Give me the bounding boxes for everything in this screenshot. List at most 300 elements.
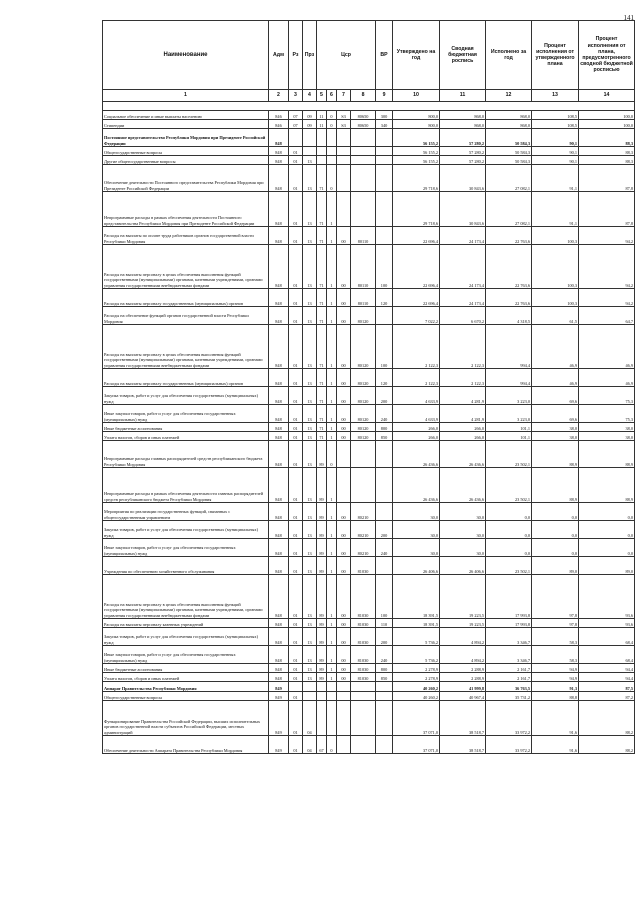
table-row <box>103 628 635 646</box>
cell-c4 <box>351 156 376 165</box>
table-row <box>103 245 635 289</box>
cell-svod: 868,0 <box>440 111 486 120</box>
cell-vr: 240 <box>376 405 393 423</box>
cell-p2: 100,0 <box>579 111 635 120</box>
table-row <box>103 736 635 754</box>
header-svod: Сводная бюджетная роспись <box>440 21 486 90</box>
cell-p2: 93,6 <box>579 575 635 619</box>
cell-c3 <box>337 192 351 227</box>
cell-isp: 868,0 <box>486 120 532 129</box>
cell-c3: S3 <box>337 120 351 129</box>
spacer-cell <box>103 102 635 111</box>
cell-c2: 1 <box>327 619 337 628</box>
table-row <box>103 289 635 307</box>
table-row <box>103 192 635 227</box>
cell-c4: 80650 <box>351 120 376 129</box>
cell-adm: 848 <box>269 245 289 289</box>
cell-plan: 40 260,2 <box>393 682 440 692</box>
spacer-row <box>103 102 635 111</box>
cell-prz: 13 <box>303 468 317 503</box>
cell-name: Социальное обеспечение и иные выплаты населению <box>103 111 269 120</box>
table-row <box>103 539 635 557</box>
cell-plan: 18 391,5 <box>393 575 440 619</box>
cell-c4: 80120 <box>351 423 376 432</box>
header-csr: Цср <box>317 21 376 90</box>
cell-c2 <box>327 692 337 701</box>
cell-c2: 1 <box>327 628 337 646</box>
cell-p2: 46,9 <box>579 369 635 387</box>
cell-p1: 0,0 <box>532 521 579 539</box>
cell-plan: 2 278,9 <box>393 664 440 673</box>
table-row <box>103 575 635 619</box>
table-row <box>103 682 635 692</box>
header-pct-plan: Процент исполнения от утвержденного плана <box>532 21 579 90</box>
table-row <box>103 692 635 701</box>
cell-p2: 94,4 <box>579 673 635 682</box>
cell-c1: 89 <box>317 673 327 682</box>
cell-c1 <box>317 692 327 701</box>
cell-c3 <box>337 701 351 736</box>
table-row <box>103 646 635 664</box>
cell-c3: 00 <box>337 245 351 289</box>
cell-c2: 0 <box>327 165 337 192</box>
cell-c4 <box>351 147 376 156</box>
cell-plan: 266,0 <box>393 423 440 432</box>
cell-rz: 01 <box>289 369 303 387</box>
cell-vr <box>376 227 393 245</box>
cell-c1: 11 <box>317 120 327 129</box>
cell-p2: 88,3 <box>579 147 635 156</box>
cell-c3: 00 <box>337 369 351 387</box>
cell-p1: 69,6 <box>532 405 579 423</box>
cell-adm: 848 <box>269 307 289 325</box>
col-num: 9 <box>376 90 393 102</box>
cell-plan: 29 718,6 <box>393 192 440 227</box>
cell-c2 <box>327 129 337 147</box>
cell-p1: 90,1 <box>532 156 579 165</box>
cell-adm: 848 <box>269 619 289 628</box>
cell-rz: 01 <box>289 646 303 664</box>
cell-plan: 37 071,0 <box>393 736 440 754</box>
col-num: 2 <box>269 90 289 102</box>
cell-isp: 33 972,2 <box>486 736 532 754</box>
table-row <box>103 111 635 120</box>
cell-p2: 87,5 <box>579 682 635 692</box>
col-num: 3 <box>289 90 303 102</box>
cell-c2: 1 <box>327 575 337 619</box>
cell-isp: 17 993,8 <box>486 575 532 619</box>
cell-vr: 100 <box>376 325 393 369</box>
cell-c3: 00 <box>337 325 351 369</box>
cell-name: Иные закупки товаров, работ и услуг для обеспечения государственных (муниципальных) нужд <box>103 405 269 423</box>
cell-prz: 13 <box>303 192 317 227</box>
col-num: 13 <box>532 90 579 102</box>
cell-adm: 848 <box>269 165 289 192</box>
cell-p2: 46,9 <box>579 325 635 369</box>
cell-c2: 1 <box>327 664 337 673</box>
cell-adm: 848 <box>269 557 289 575</box>
cell-p1: 97,8 <box>532 575 579 619</box>
cell-vr: 200 <box>376 521 393 539</box>
cell-isp: 22 763,6 <box>486 227 532 245</box>
cell-name: Непрограммные расходы в рамках обеспечения деятельности Постоянного представительства Республики Мордовия при Президенте Российской Федерации <box>103 192 269 227</box>
cell-isp: 0,0 <box>486 503 532 521</box>
cell-isp: 50 584,3 <box>486 147 532 156</box>
cell-name: Иные бюджетные ассигнования <box>103 423 269 432</box>
cell-c4: 81030 <box>351 619 376 628</box>
cell-p1: 91,6 <box>532 701 579 736</box>
cell-c2: 1 <box>327 432 337 441</box>
cell-isp: 868,0 <box>486 111 532 120</box>
cell-svod: 40 967,4 <box>440 692 486 701</box>
cell-rz <box>289 682 303 692</box>
cell-prz: 13 <box>303 441 317 468</box>
cell-rz: 01 <box>289 503 303 521</box>
cell-svod: 57 280,2 <box>440 147 486 156</box>
cell-name: Иные закупки товаров, работ и услуг для обеспечения государственных (муниципальных) нужд <box>103 646 269 664</box>
cell-adm: 848 <box>269 289 289 307</box>
cell-c2: 1 <box>327 307 337 325</box>
cell-svod: 19 223,5 <box>440 575 486 619</box>
cell-plan: 22 696,4 <box>393 245 440 289</box>
cell-c2: 0 <box>327 120 337 129</box>
table-row <box>103 325 635 369</box>
cell-c3: 00 <box>337 307 351 325</box>
cell-adm: 849 <box>269 736 289 754</box>
cell-name: Иные закупки товаров, работ и услуг для обеспечения государственных (муниципальных) нужд <box>103 539 269 557</box>
cell-rz: 01 <box>289 441 303 468</box>
cell-p2: 94,2 <box>579 227 635 245</box>
cell-isp: 36 763,5 <box>486 682 532 692</box>
cell-prz <box>303 682 317 692</box>
cell-c4 <box>351 701 376 736</box>
cell-c4: 80110 <box>351 289 376 307</box>
cell-c2: 1 <box>327 539 337 557</box>
cell-c1: 89 <box>317 503 327 521</box>
cell-name: Непрограммные расходы в рамках обеспечения деятельности главных распорядителей средств республиканского бюджета Республики Мордовия <box>103 468 269 503</box>
cell-name: Непрограммные расходы главных распорядителей средств республиканского бюджета Республики Мордовия <box>103 441 269 468</box>
cell-prz: 13 <box>303 673 317 682</box>
cell-c3: 00 <box>337 521 351 539</box>
cell-name: Расходы на обеспечение функций органов государственной власти Республики Мордовия <box>103 307 269 325</box>
cell-prz: 13 <box>303 156 317 165</box>
cell-c1: 89 <box>317 468 327 503</box>
cell-plan: 2 122,3 <box>393 369 440 387</box>
cell-plan: 56 155,2 <box>393 129 440 147</box>
cell-svod: 57 280,2 <box>440 156 486 165</box>
cell-c3: 00 <box>337 557 351 575</box>
cell-plan: 22 696,4 <box>393 289 440 307</box>
cell-name: Стипендии <box>103 120 269 129</box>
header-plan: Утверждено на год <box>393 21 440 90</box>
cell-name: Расходы на выплаты персоналу казенных учреждений <box>103 619 269 628</box>
cell-c4: 80650 <box>351 111 376 120</box>
cell-c4: 80120 <box>351 405 376 423</box>
cell-rz: 01 <box>289 575 303 619</box>
table-row <box>103 307 635 325</box>
cell-rz: 01 <box>289 227 303 245</box>
cell-p2: 87,8 <box>579 165 635 192</box>
cell-svod: 24 173,4 <box>440 227 486 245</box>
cell-isp: 33 972,2 <box>486 701 532 736</box>
table-row <box>103 673 635 682</box>
col-num: 8 <box>351 90 376 102</box>
cell-name: Другие общегосударственные вопросы <box>103 156 269 165</box>
cell-vr <box>376 468 393 503</box>
cell-plan: 7 022,2 <box>393 307 440 325</box>
column-number-row <box>103 90 635 102</box>
cell-p1: 0,0 <box>532 503 579 521</box>
cell-p1: 46,9 <box>532 369 579 387</box>
cell-c4: 80120 <box>351 387 376 405</box>
cell-vr: 240 <box>376 646 393 664</box>
cell-adm: 849 <box>269 682 289 692</box>
cell-p2: 88,3 <box>579 156 635 165</box>
cell-svod: 868,0 <box>440 120 486 129</box>
cell-c3: 00 <box>337 664 351 673</box>
cell-p2: 100,0 <box>579 120 635 129</box>
cell-name: Постоянное представительство Республики Мордовия при Президенте Российской Федерации <box>103 129 269 147</box>
cell-p2: 75,3 <box>579 387 635 405</box>
header-pct-svod: Процент исполнения от плана, предусмотренного сводной бюджетной росписью <box>579 21 635 90</box>
cell-p1: 58,3 <box>532 628 579 646</box>
cell-svod: 4 894,2 <box>440 628 486 646</box>
cell-isp: 101,1 <box>486 432 532 441</box>
col-num: 6 <box>327 90 337 102</box>
cell-c1: 67 <box>317 736 327 754</box>
cell-c3: 00 <box>337 628 351 646</box>
cell-c3: 00 <box>337 575 351 619</box>
cell-c2: 1 <box>327 227 337 245</box>
cell-rz: 01 <box>289 192 303 227</box>
cell-vr: 300 <box>376 111 393 120</box>
table-row <box>103 619 635 628</box>
cell-p1: 91,6 <box>532 736 579 754</box>
cell-isp: 0,0 <box>486 539 532 557</box>
cell-c1: 89 <box>317 664 327 673</box>
cell-plan: 30,0 <box>393 503 440 521</box>
cell-plan: 56 155,2 <box>393 147 440 156</box>
cell-prz: 13 <box>303 664 317 673</box>
cell-c4: 80120 <box>351 325 376 369</box>
cell-c3: 00 <box>337 423 351 432</box>
table-row <box>103 432 635 441</box>
cell-svod: 30,0 <box>440 539 486 557</box>
cell-prz: 13 <box>303 165 317 192</box>
cell-prz: 13 <box>303 227 317 245</box>
cell-rz: 01 <box>289 147 303 156</box>
cell-p2: 94,2 <box>579 289 635 307</box>
cell-prz: 13 <box>303 289 317 307</box>
cell-c1: 71 <box>317 369 327 387</box>
col-num: 14 <box>579 90 635 102</box>
cell-rz: 01 <box>289 432 303 441</box>
cell-vr <box>376 307 393 325</box>
table-body <box>103 111 635 754</box>
cell-c2: 1 <box>327 369 337 387</box>
cell-name: Обеспечение деятельности Постоянного представительства Республики Мордовия при Президенте Российской Федерации <box>103 165 269 192</box>
cell-adm: 848 <box>269 432 289 441</box>
cell-isp: 50 584,3 <box>486 156 532 165</box>
cell-c4 <box>351 129 376 147</box>
cell-vr <box>376 192 393 227</box>
cell-c3 <box>337 441 351 468</box>
cell-c3: 00 <box>337 387 351 405</box>
cell-prz: 13 <box>303 503 317 521</box>
cell-p1: 97,8 <box>532 619 579 628</box>
cell-c3: 00 <box>337 539 351 557</box>
header-vr: ВР <box>376 21 393 90</box>
cell-c4: 81030 <box>351 575 376 619</box>
header-row <box>103 21 635 90</box>
cell-rz: 07 <box>289 111 303 120</box>
cell-rz: 01 <box>289 387 303 405</box>
cell-plan: 266,0 <box>393 432 440 441</box>
cell-c3: 00 <box>337 227 351 245</box>
table-row <box>103 147 635 156</box>
cell-p2: 89,0 <box>579 557 635 575</box>
cell-c4: 80210 <box>351 503 376 521</box>
cell-prz: 13 <box>303 307 317 325</box>
cell-c2 <box>327 147 337 156</box>
cell-prz: 04 <box>303 736 317 754</box>
cell-c3: 00 <box>337 673 351 682</box>
cell-c1: 89 <box>317 628 327 646</box>
table-row <box>103 369 635 387</box>
cell-vr <box>376 165 393 192</box>
cell-name: Расходы на выплаты персоналу государственных (муниципальных) органов <box>103 369 269 387</box>
cell-prz: 13 <box>303 575 317 619</box>
cell-prz: 13 <box>303 405 317 423</box>
cell-name: Закупка товаров, работ и услуг для обеспечения государственных (муниципальных) нужд <box>103 387 269 405</box>
cell-svod: 30 843,6 <box>440 165 486 192</box>
cell-c4: 80120 <box>351 432 376 441</box>
cell-p1: 61,5 <box>532 307 579 325</box>
cell-p2: 88,9 <box>579 468 635 503</box>
col-num: 4 <box>303 90 317 102</box>
cell-svod: 30,0 <box>440 503 486 521</box>
cell-name: Расходы на выплаты персоналу в целях обеспечения выполнения функций государственными (муниципальными) органами, казенными учреждениями, органами управления государственными внебюджетными фондами <box>103 245 269 289</box>
cell-c1: 71 <box>317 289 327 307</box>
cell-p1: 108,5 <box>532 120 579 129</box>
cell-c1: 71 <box>317 387 327 405</box>
cell-adm: 848 <box>269 468 289 503</box>
cell-name: Функционирование Правительства Российской Федерации, высших исполнительных органов государственной власти субъектов Российской Федерации, местных администраций <box>103 701 269 736</box>
cell-vr: 800 <box>376 664 393 673</box>
cell-c2: 1 <box>327 405 337 423</box>
cell-isp: 0,0 <box>486 521 532 539</box>
cell-plan: 18 391,5 <box>393 619 440 628</box>
cell-adm: 846 <box>269 111 289 120</box>
cell-svod: 26 406,6 <box>440 557 486 575</box>
cell-c4 <box>351 682 376 692</box>
cell-vr <box>376 557 393 575</box>
table-row <box>103 120 635 129</box>
cell-rz: 01 <box>289 619 303 628</box>
cell-p2: 38,0 <box>579 423 635 432</box>
cell-isp: 23 502,1 <box>486 468 532 503</box>
cell-adm: 848 <box>269 441 289 468</box>
cell-name: Аппарат Правительства Республики Мордовия <box>103 682 269 692</box>
table-row <box>103 521 635 539</box>
cell-p1: 91,1 <box>532 165 579 192</box>
cell-plan: 5 736,2 <box>393 628 440 646</box>
cell-vr: 200 <box>376 628 393 646</box>
cell-vr: 240 <box>376 539 393 557</box>
cell-svod: 2 122,3 <box>440 325 486 369</box>
cell-adm: 846 <box>269 120 289 129</box>
cell-name: Расходы на выплаты персоналу в целях обеспечения выполнения функций государственными (муниципальными) органами, казенными учреждениями, органами управления государственными внебюджетными фондами <box>103 575 269 619</box>
cell-p1: 100,3 <box>532 227 579 245</box>
cell-prz: 04 <box>303 701 317 736</box>
cell-isp: 3 223,0 <box>486 405 532 423</box>
cell-p2: 0,0 <box>579 503 635 521</box>
cell-prz: 09 <box>303 120 317 129</box>
cell-plan: 2 278,9 <box>393 673 440 682</box>
cell-svod: 26 436,6 <box>440 441 486 468</box>
cell-isp: 22 763,6 <box>486 245 532 289</box>
cell-c1: 11 <box>317 111 327 120</box>
cell-vr: 340 <box>376 120 393 129</box>
cell-plan: 37 071,0 <box>393 701 440 736</box>
cell-c1 <box>317 701 327 736</box>
cell-plan: 22 696,4 <box>393 227 440 245</box>
cell-p1: 100,3 <box>532 289 579 307</box>
cell-prz: 13 <box>303 539 317 557</box>
table-row <box>103 441 635 468</box>
table-row <box>103 468 635 503</box>
cell-adm: 848 <box>269 369 289 387</box>
cell-p2: 88,2 <box>579 736 635 754</box>
cell-p1: 38,0 <box>532 432 579 441</box>
cell-isp: 994,4 <box>486 325 532 369</box>
cell-rz: 01 <box>289 165 303 192</box>
cell-c2: 1 <box>327 423 337 432</box>
cell-c2: 1 <box>327 646 337 664</box>
cell-adm: 848 <box>269 227 289 245</box>
cell-svod: 26 436,6 <box>440 468 486 503</box>
cell-c3 <box>337 147 351 156</box>
cell-c1: 89 <box>317 557 327 575</box>
cell-prz: 13 <box>303 619 317 628</box>
cell-vr <box>376 701 393 736</box>
cell-p2: 68,4 <box>579 646 635 664</box>
cell-isp: 23 502,1 <box>486 441 532 468</box>
cell-adm: 848 <box>269 423 289 432</box>
cell-svod: 6 670,2 <box>440 307 486 325</box>
cell-c2: 0 <box>327 111 337 120</box>
cell-c2: 1 <box>327 387 337 405</box>
cell-plan: 800,0 <box>393 120 440 129</box>
col-num: 7 <box>337 90 351 102</box>
cell-c1: 71 <box>317 227 327 245</box>
cell-c2: 0 <box>327 736 337 754</box>
cell-adm: 848 <box>269 387 289 405</box>
table-row <box>103 557 635 575</box>
cell-p2: 64,7 <box>579 307 635 325</box>
cell-c3 <box>337 129 351 147</box>
cell-c3: 00 <box>337 503 351 521</box>
cell-p1: 94,9 <box>532 673 579 682</box>
cell-c2 <box>327 701 337 736</box>
cell-p1: 108,5 <box>532 111 579 120</box>
cell-vr: 850 <box>376 673 393 682</box>
cell-p1: 90,1 <box>532 129 579 147</box>
cell-vr <box>376 129 393 147</box>
cell-name: Расходы на выплаты персоналу в целях обеспечения выполнения функций государственными (муниципальными) органами, казенными учреждениями, органами управления государственными внебюджетными фондами <box>103 325 269 369</box>
cell-p2: 0,0 <box>579 521 635 539</box>
cell-svod: 30 843,6 <box>440 192 486 227</box>
